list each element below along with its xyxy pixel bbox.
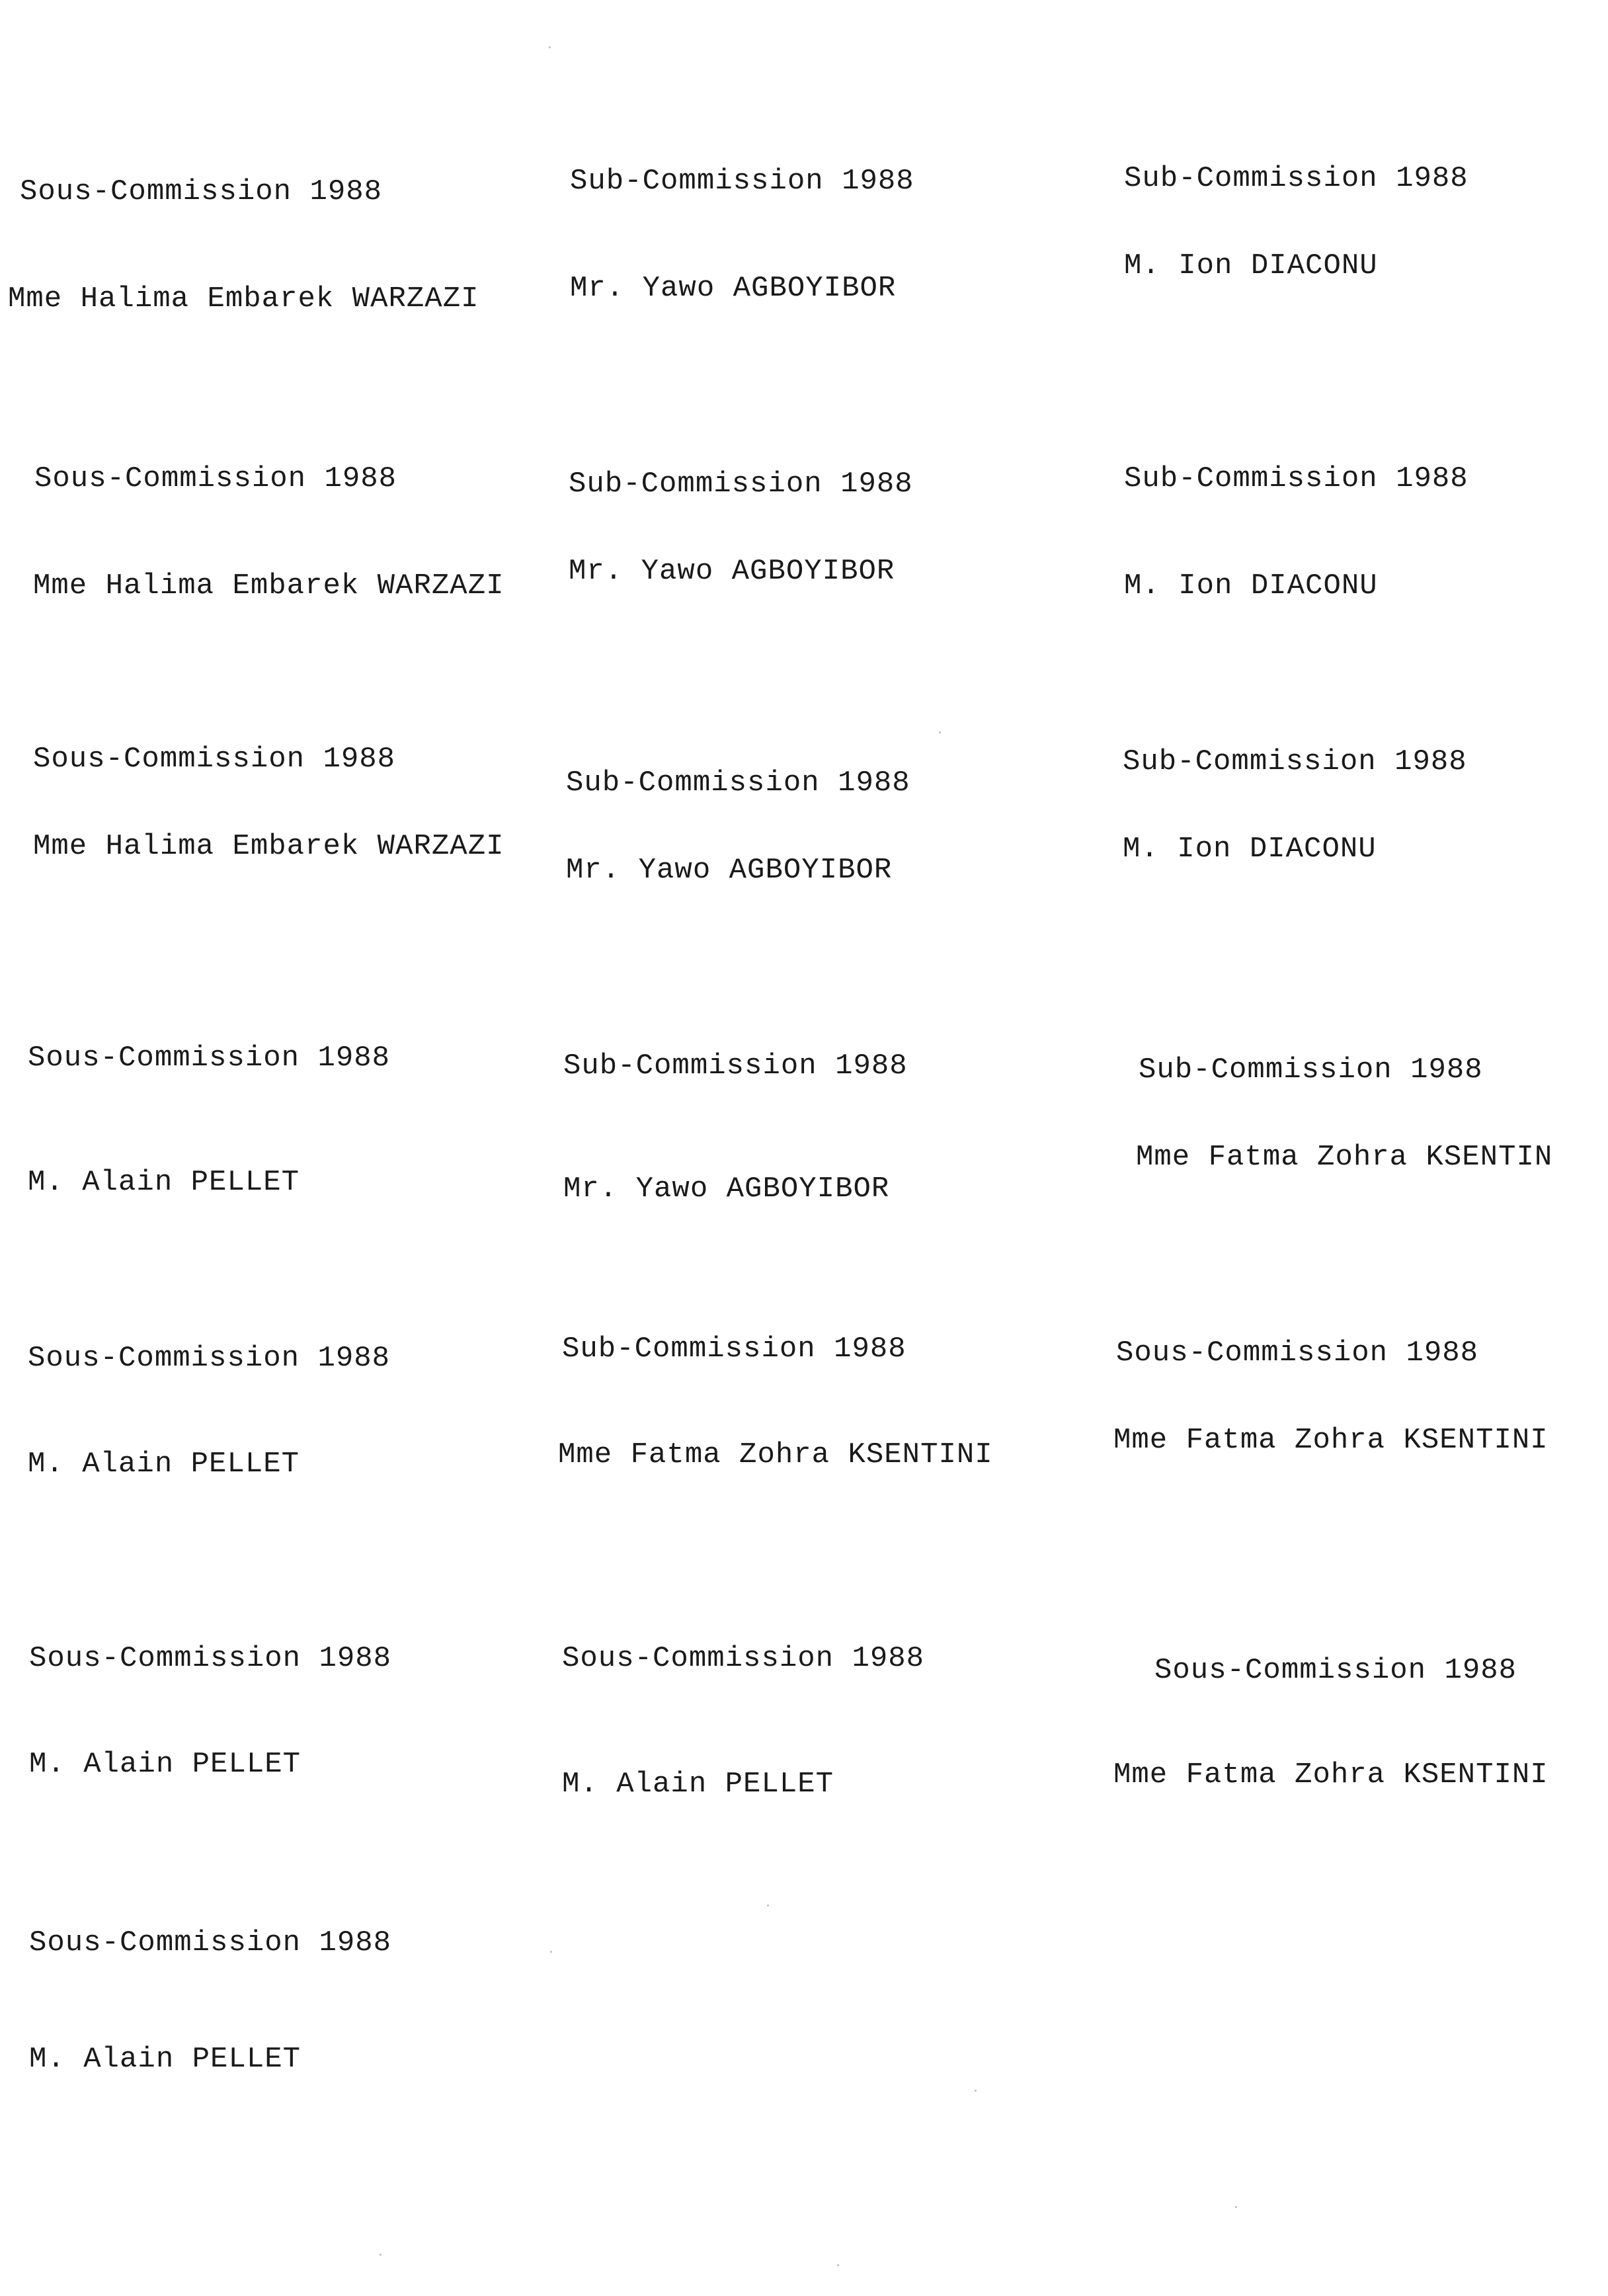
commission-line: Sous-Commission 1988: [1154, 1654, 1517, 1687]
member-name: Mr. Yawo AGBOYIBOR: [563, 1172, 890, 1206]
scan-speck: [1235, 2206, 1237, 2208]
member-name: Mr. Yawo AGBOYIBOR: [566, 854, 893, 887]
commission-line: Sous-Commission 1988: [1116, 1336, 1479, 1370]
scan-speck: [975, 2090, 977, 2092]
member-name: Mme Fatma Zohra KSENTIN: [1136, 1141, 1553, 1174]
member-name: M. Ion DIACONU: [1124, 249, 1378, 282]
commission-line: Sous-Commission 1988: [562, 1642, 925, 1675]
commission-line: Sub-Commission 1988: [1139, 1053, 1483, 1086]
commission-line: Sub-Commission 1988: [563, 1049, 908, 1083]
commission-line: Sub-Commission 1988: [1124, 462, 1468, 495]
member-name: M. Alain PELLET: [28, 1448, 300, 1481]
scan-speck: [939, 731, 941, 733]
scan-speck: [550, 1951, 552, 1953]
member-name: Mr. Yawo AGBOYIBOR: [570, 272, 897, 305]
commission-line: Sub-Commission 1988: [566, 766, 910, 800]
member-name: M. Alain PELLET: [28, 1166, 300, 1199]
member-name: M. Alain PELLET: [29, 1748, 302, 1781]
commission-line: Sub-Commission 1988: [562, 1332, 906, 1366]
commission-line: Sous-Commission 1988: [29, 1926, 392, 1959]
commission-line: Sous-Commission 1988: [28, 1042, 391, 1075]
commission-line: Sous-Commission 1988: [29, 1642, 392, 1675]
member-name: M. Alain PELLET: [29, 2043, 302, 2076]
member-name: Mme Fatma Zohra KSENTINI: [558, 1438, 993, 1471]
member-name: Mme Halima Embarek WARZAZI: [33, 830, 504, 863]
commission-line: Sous-Commission 1988: [28, 1342, 391, 1375]
commission-line: Sous-Commission 1988: [33, 743, 396, 776]
scan-speck: [380, 2254, 382, 2256]
scan-speck: [837, 2264, 839, 2266]
member-name: Mme Fatma Zohra KSENTINI: [1113, 1758, 1548, 1791]
member-name: Mme Halima Embarek WARZAZI: [33, 569, 504, 602]
commission-line: Sub-Commission 1988: [570, 165, 914, 198]
commission-line: Sub-Commission 1988: [1123, 745, 1467, 778]
member-name: M. Ion DIACONU: [1123, 833, 1377, 866]
scan-speck: [767, 1905, 769, 1906]
member-name: M. Ion DIACONU: [1124, 569, 1378, 602]
commission-line: Sous-Commission 1988: [20, 175, 383, 208]
member-name: Mme Fatma Zohra KSENTINI: [1113, 1424, 1548, 1457]
member-name: Mme Halima Embarek WARZAZI: [8, 282, 479, 315]
commission-line: Sub-Commission 1988: [1124, 162, 1468, 195]
commission-line: Sub-Commission 1988: [569, 468, 913, 501]
commission-line: Sous-Commission 1988: [34, 462, 397, 495]
scan-speck: [549, 46, 551, 48]
member-name: M. Alain PELLET: [562, 1768, 834, 1801]
member-name: Mr. Yawo AGBOYIBOR: [569, 555, 895, 588]
